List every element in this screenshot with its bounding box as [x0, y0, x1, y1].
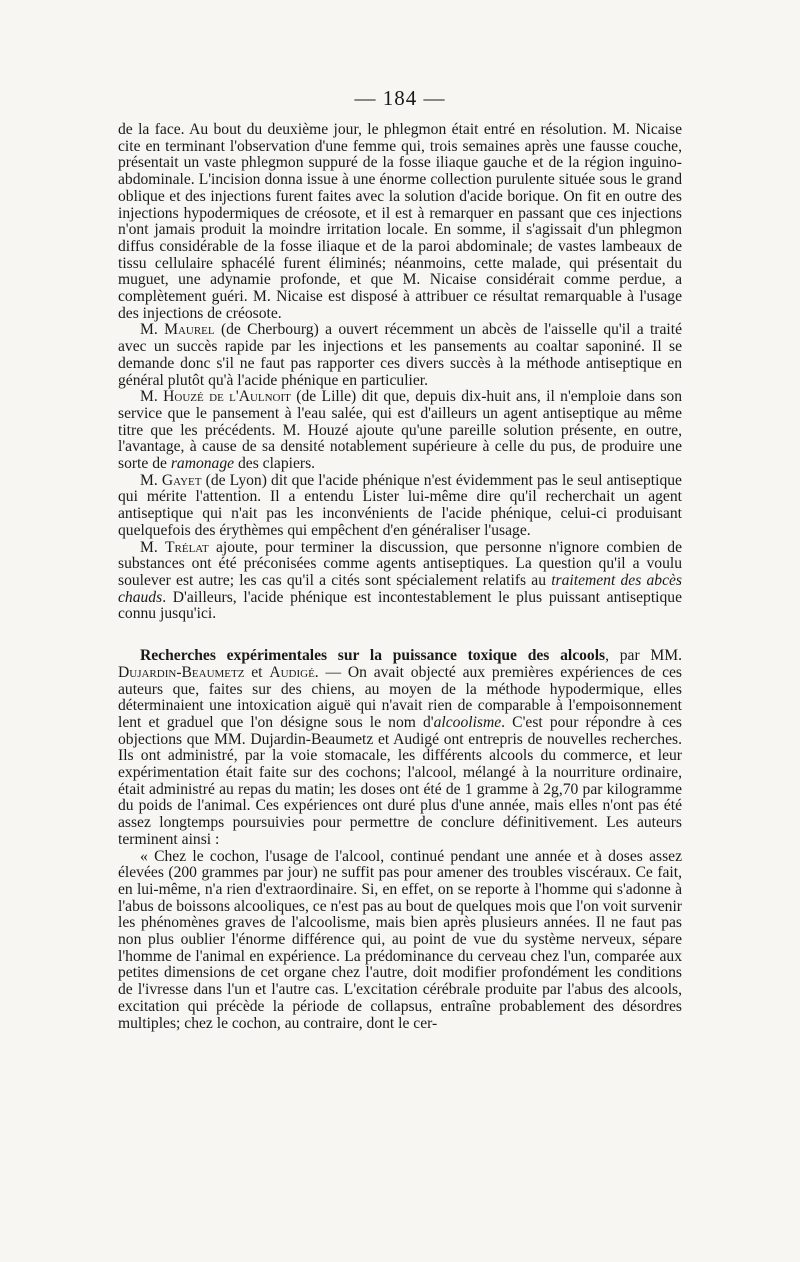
text-column — [118, 122, 682, 1032]
page-number: — 184 — — [354, 86, 446, 110]
paragraph-recherches — [118, 648, 682, 848]
paragraph-text: (de Lyon) dit que l'acide phénique n'est évidemment pas le seul antiseptique qui mérite l'attention. Il a entendu Lister lui-même dire qu'il recherchait un agent antiseptique qui n'ait pas les inconvénients de l'acide phénique, celui-ci produisant quelquefois des érythèmes qui empêchent d'en généraliser l'usage. — [118, 471, 682, 539]
paragraph-text: , par MM. — [605, 647, 682, 665]
italic-term: alcoolisme — [433, 713, 502, 731]
section-gap — [118, 623, 682, 648]
paragraph-lead: M. — [140, 321, 165, 339]
paragraph-quote: « Chez le cochon, l'usage de l'alcool, continué pendant une année et à doses assez élevées (200 grammes par jour) ne suffit pas pour amener des troubles viscéraux. Ce fait, en lui-même, n'a rien d'extraordinaire. Si, en effet, on se reporte à l'homme qui s'adonne à l'abus de boissons alcooliques, ce n'est pas au bout de quelques mois que l'on voit survenir les phénomènes graves de l'alcoolisme, mais bien après plusieurs années. Il ne faut pas non plus oublier l'énorme différence qui, au point de vue du système nerveux, sépare l'homme de l'animal en expérience. La prédominance du cerveau chez l'un, comparée aux petites dimensions de cet organe chez l'autre, doit modifier profondément les conditions de l'ivresse dans l'un et l'autre cas. L'excitation cérébrale produite par l'abus des alcools, excitation qui précède la période de collapsus, entraîne probablement des désordres multiples; chez le cochon, au contraire, dont le cer- — [118, 847, 682, 1032]
italic-term: ramonage — [170, 455, 235, 473]
paragraph-text: (de Lille) dit que, depuis dix-huit ans, il n'emploie dans son service que le pansement à l'eau salée, qui est d'ailleurs un agent antiseptique au même titre que les précédents. M. Houzé ajoute qu'une pareille solution présente, en outre, l'avantage, à cause de sa densité notablement supérieure à celle du pus, de produire une sorte de — [118, 388, 682, 473]
paragraph-nicaise: de la face. Au bout du deuxième jour, le phlegmon était entré en résolution. M. Nicaise cite en terminant l'observation d'une femme qui, trois semaines après une fausse couche, présentait un vaste phlegmon suppuré de la fosse iliaque gauche et de la région inguino-abdominale. L'incision donna issue à une énorme collection purulente située sous le grand oblique et des injections furent faites avec la solution d'acide borique. On fit en outre des injections hypodermiques de créosote, et il est à remarquer en passant que ces injections n'ont jamais produit la moindre irritation locale. En somme, il s'agissait d'un phlegmon diffus considérable de la fosse iliaque et de la paroi abdominale; de vastes lambeaux de tissu cellulaire sphacélé furent éliminés; néanmoins, cette malade, qui présentait du muguet, une adynamie profonde, et que M. Nicaise considérait comme perdue, a complètement guéri. M. Nicaise est disposé à attribuer ce résultat remarquable à l'usage des injections de créosote. — [118, 121, 682, 322]
paragraph-houze — [118, 389, 682, 473]
paragraph-maurel — [118, 322, 682, 389]
paragraph-lead: M. — [140, 471, 162, 489]
paragraph-text: ajoute, pour terminer la discussion, que personne n'ignore combien de substances ont été préconisées comme agents antiseptiques. La question qu'il a voulu soulever est autre; les cas qu'il a cités sont spécialement relatifs au — [118, 538, 682, 589]
paragraph-text: . C'est pour répondre à ces objections que MM. Dujardin-Beaumetz et Audigé ont entrepris de nouvelles recherches. Ils ont administré, par la voie stomacale, les différents alcools du commerce, et leur expérimentation était faite sur des cochons; l'alcool, mélangé à la nourriture ordinaire, était administré au repas du matin; les doses ont été de 1 gramme à 2g,70 par kilogramme du poids de l'animal. Ces expériences ont duré plus d'une année, mais elles n'ont pas été assez longtemps poursuivies pour permettre de conclure définitivement. Les auteurs terminent ainsi : — [118, 713, 682, 848]
italic-term: traitement des abcès chauds — [118, 571, 682, 606]
paragraph-text: (de Cherbourg) a ouvert récemment un abcès de l'aisselle qu'il a traité avec un succès rapide par les injections et les pansements au coaltar saponiné. Il se demande donc s'il ne faut pas rapporter ces divers succès à la méthode antiseptique en général plutôt qu'à l'acide phénique en particulier. — [118, 321, 682, 389]
paragraph-lead: M. — [140, 388, 164, 406]
author-name: Trélat — [164, 538, 209, 556]
author-name: Dujardin-Beaumetz — [118, 663, 245, 681]
paragraph-text: des clapiers. — [234, 455, 316, 473]
paragraph-text: . — On avait objecté aux premières expériences de ces auteurs que, faites sur des chiens, au moyen de la méthode hypodermique, elles déterminaient une intoxication aiguë qui n'avait rien de comparable à l'empoisonnement lent et graduel que l'on désigne sous le nom d' — [118, 663, 682, 731]
paragraph-lead: M. — [140, 538, 165, 556]
section-title: Recherches expérimentales sur la puissance toxique des alcools — [140, 647, 606, 665]
paragraph-trelat — [118, 540, 682, 624]
author-name: Audigé — [269, 663, 315, 681]
paragraph-text: et — [244, 663, 270, 681]
paragraph-text: . D'ailleurs, l'acide phénique est incontestablement le plus puissant antiseptique connu jusqu'ici. — [118, 588, 682, 623]
author-name: Maurel — [164, 321, 215, 339]
author-name: Gayet — [161, 471, 202, 489]
paragraph-gayet — [118, 473, 682, 540]
author-name: Houzé de l'Aulnoit — [163, 388, 291, 406]
